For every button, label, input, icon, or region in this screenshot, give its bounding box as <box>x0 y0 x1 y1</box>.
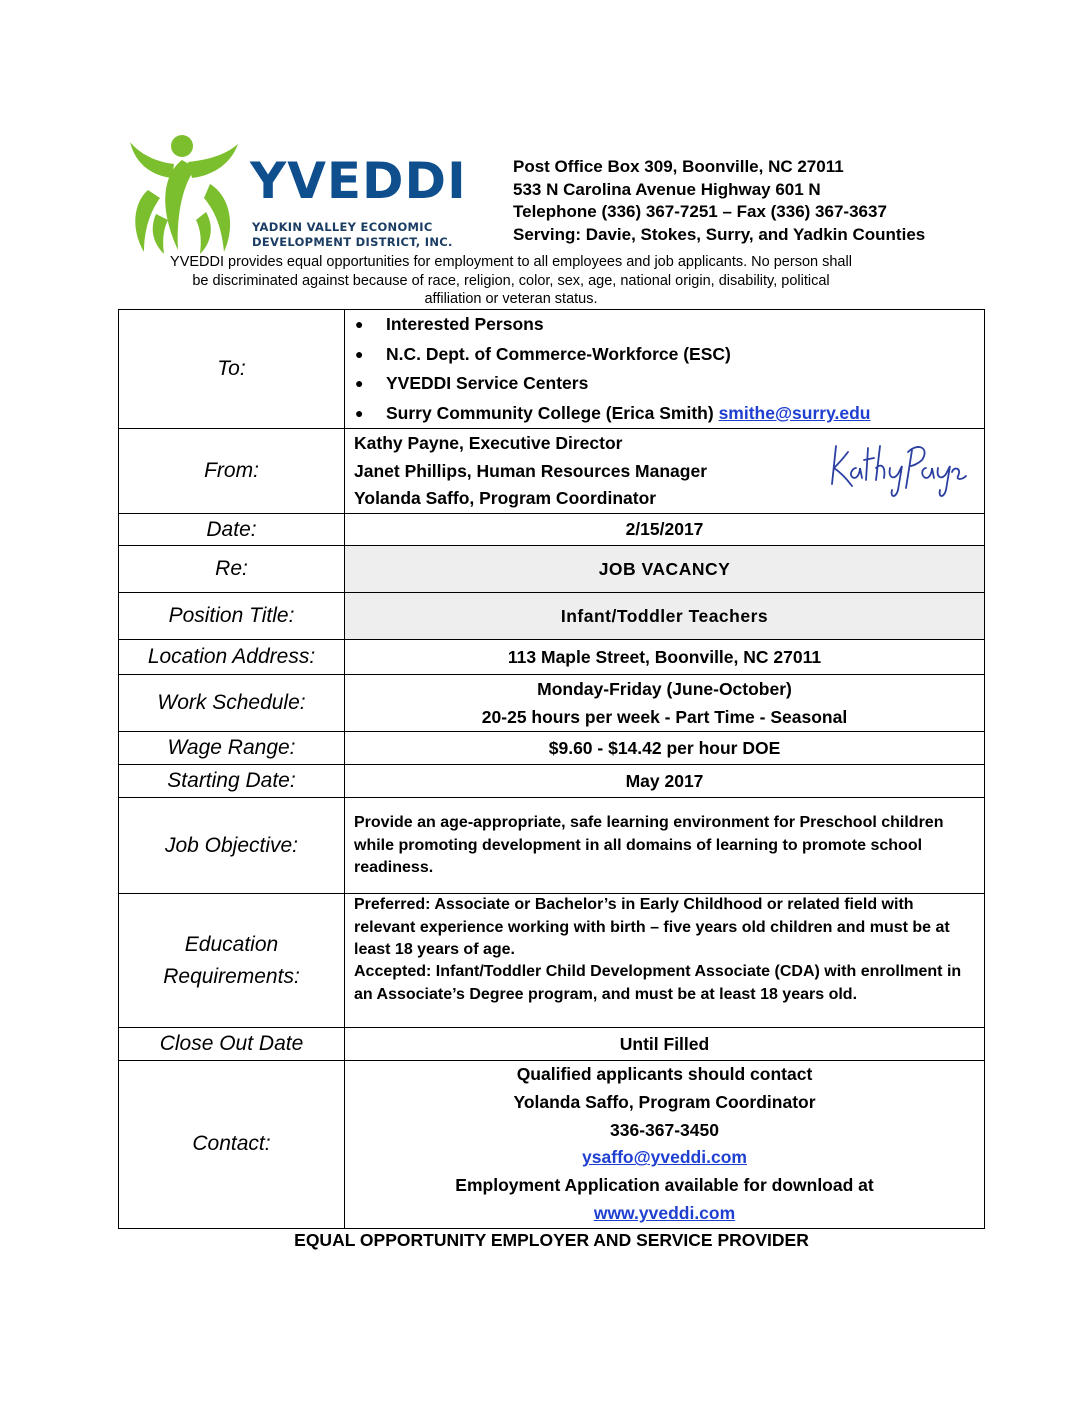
wage-value: $9.60 - $14.42 per hour DOE <box>345 732 985 765</box>
list-item: ● N.C. Dept. of Commerce-Workforce (ESC) <box>355 343 731 364</box>
education-label: Education Requirements: <box>119 894 345 1028</box>
address-line: Telephone (336) 367-7251 – Fax (336) 367-3637 <box>513 202 887 221</box>
row-wage <box>119 732 985 765</box>
email-link[interactable]: smithe@surry.edu <box>718 402 871 423</box>
job-vacancy-table <box>118 309 985 1229</box>
to-value <box>345 310 985 429</box>
list-item: ● Interested Persons <box>355 314 544 334</box>
footer-statement: EQUAL OPPORTUNITY EMPLOYER AND SERVICE PROVIDER <box>294 1230 809 1250</box>
address-line: 533 N Carolina Avenue Highway 601 N <box>513 179 821 199</box>
re-label: Re: <box>119 546 345 593</box>
location-label: Location Address: <box>119 640 345 675</box>
date-label: Date: <box>119 514 345 546</box>
contact-value: Qualified applicants should contact Yolanda Saffo, Program Coordinator 336-367-3450 ysaffo@yveddi.com Employment Application available for download at www.yveddi.com <box>345 1061 985 1228</box>
row-location <box>119 640 985 675</box>
row-position <box>119 593 985 640</box>
recipient-list <box>345 310 984 428</box>
row-date <box>119 514 985 546</box>
row-re <box>119 546 985 593</box>
objective-label: Job Objective: <box>119 798 345 894</box>
position-title-value: Infant/Toddler Teachers <box>345 593 985 640</box>
address-line: Post Office Box 309, Boonville, NC 27011 <box>513 157 844 176</box>
to-label: To: <box>119 310 345 429</box>
row-objective <box>119 798 985 894</box>
location-value: 113 Maple Street, Boonville, NC 27011 <box>345 640 985 675</box>
row-schedule <box>119 675 985 732</box>
address-line: Serving: Davie, Stokes, Surry, and Yadkin Counties <box>513 224 926 244</box>
org-logo-subtitle: YADKIN VALLEY ECONOMIC DEVELOPMENT DISTRICT, INC. <box>252 220 453 249</box>
org-logo <box>126 132 467 256</box>
start-label: Starting Date: <box>119 765 345 798</box>
row-from <box>119 429 985 514</box>
objective-value: Provide an age-appropriate, safe learning environment for Preschool children while promoting development in all domains of learning to promote school readiness. <box>345 798 985 894</box>
date-value: 2/15/2017 <box>345 514 985 546</box>
start-value: May 2017 <box>345 765 985 798</box>
letterhead-address <box>513 156 925 246</box>
row-contact <box>119 1061 985 1228</box>
from-label: From: <box>119 429 345 514</box>
position-title-label: Position Title: <box>119 593 345 640</box>
from-line: Janet Phillips, Human Resources Manager <box>354 460 708 481</box>
row-closeout <box>119 1028 985 1061</box>
education-value: Preferred: Associate or Bachelor’s in Early Childhood or related field with relevant experience working with birth – five years old children and must be at least 18 years of age. Accepted: Infant/Toddler Child Development Associate (CDA) with enrollment in an Associate’s Degree program, and must be at least 18 years old. <box>345 894 985 1028</box>
schedule-value: Monday-Friday (June-October) 20-25 hours per week - Part Time - Seasonal <box>345 675 985 732</box>
closeout-value: Until Filled <box>345 1028 985 1061</box>
org-logo-wordmark: YVEDDI <box>250 152 467 210</box>
from-line: Yolanda Saffo, Program Coordinator <box>354 488 657 509</box>
website-link[interactable]: www.yveddi.com <box>593 1202 736 1223</box>
row-to <box>119 310 985 429</box>
contact-email-link[interactable]: ysaffo@yveddi.com <box>582 1147 747 1168</box>
row-education <box>119 894 985 1028</box>
equal-opportunity-statement: YVEDDI provides equal opportunities for employment to all employees and job applicants. No person shall be discriminated against because of race, religion, color, sex, age, national origin, disability, political affiliation or veteran status. <box>170 254 852 307</box>
row-start <box>119 765 985 798</box>
leaf-figure-icon <box>126 132 246 256</box>
contact-phone: 336-367-3450 <box>610 1119 719 1140</box>
contact-label: Contact: <box>119 1061 345 1228</box>
closeout-label: Close Out Date <box>119 1028 345 1061</box>
accepted-label: Accepted: <box>354 963 432 981</box>
from-value <box>345 429 985 514</box>
from-line: Kathy Payne, Executive Director <box>354 433 623 454</box>
list-item: ● Surry Community College (Erica Smith) smithe@surry.edu <box>355 402 871 423</box>
re-value: JOB VACANCY <box>345 546 985 593</box>
preferred-label: Preferred: <box>354 896 431 914</box>
schedule-label: Work Schedule: <box>119 675 345 732</box>
list-item: ● YVEDDI Service Centers <box>355 373 589 394</box>
wage-label: Wage Range: <box>119 732 345 765</box>
signature <box>826 438 970 500</box>
